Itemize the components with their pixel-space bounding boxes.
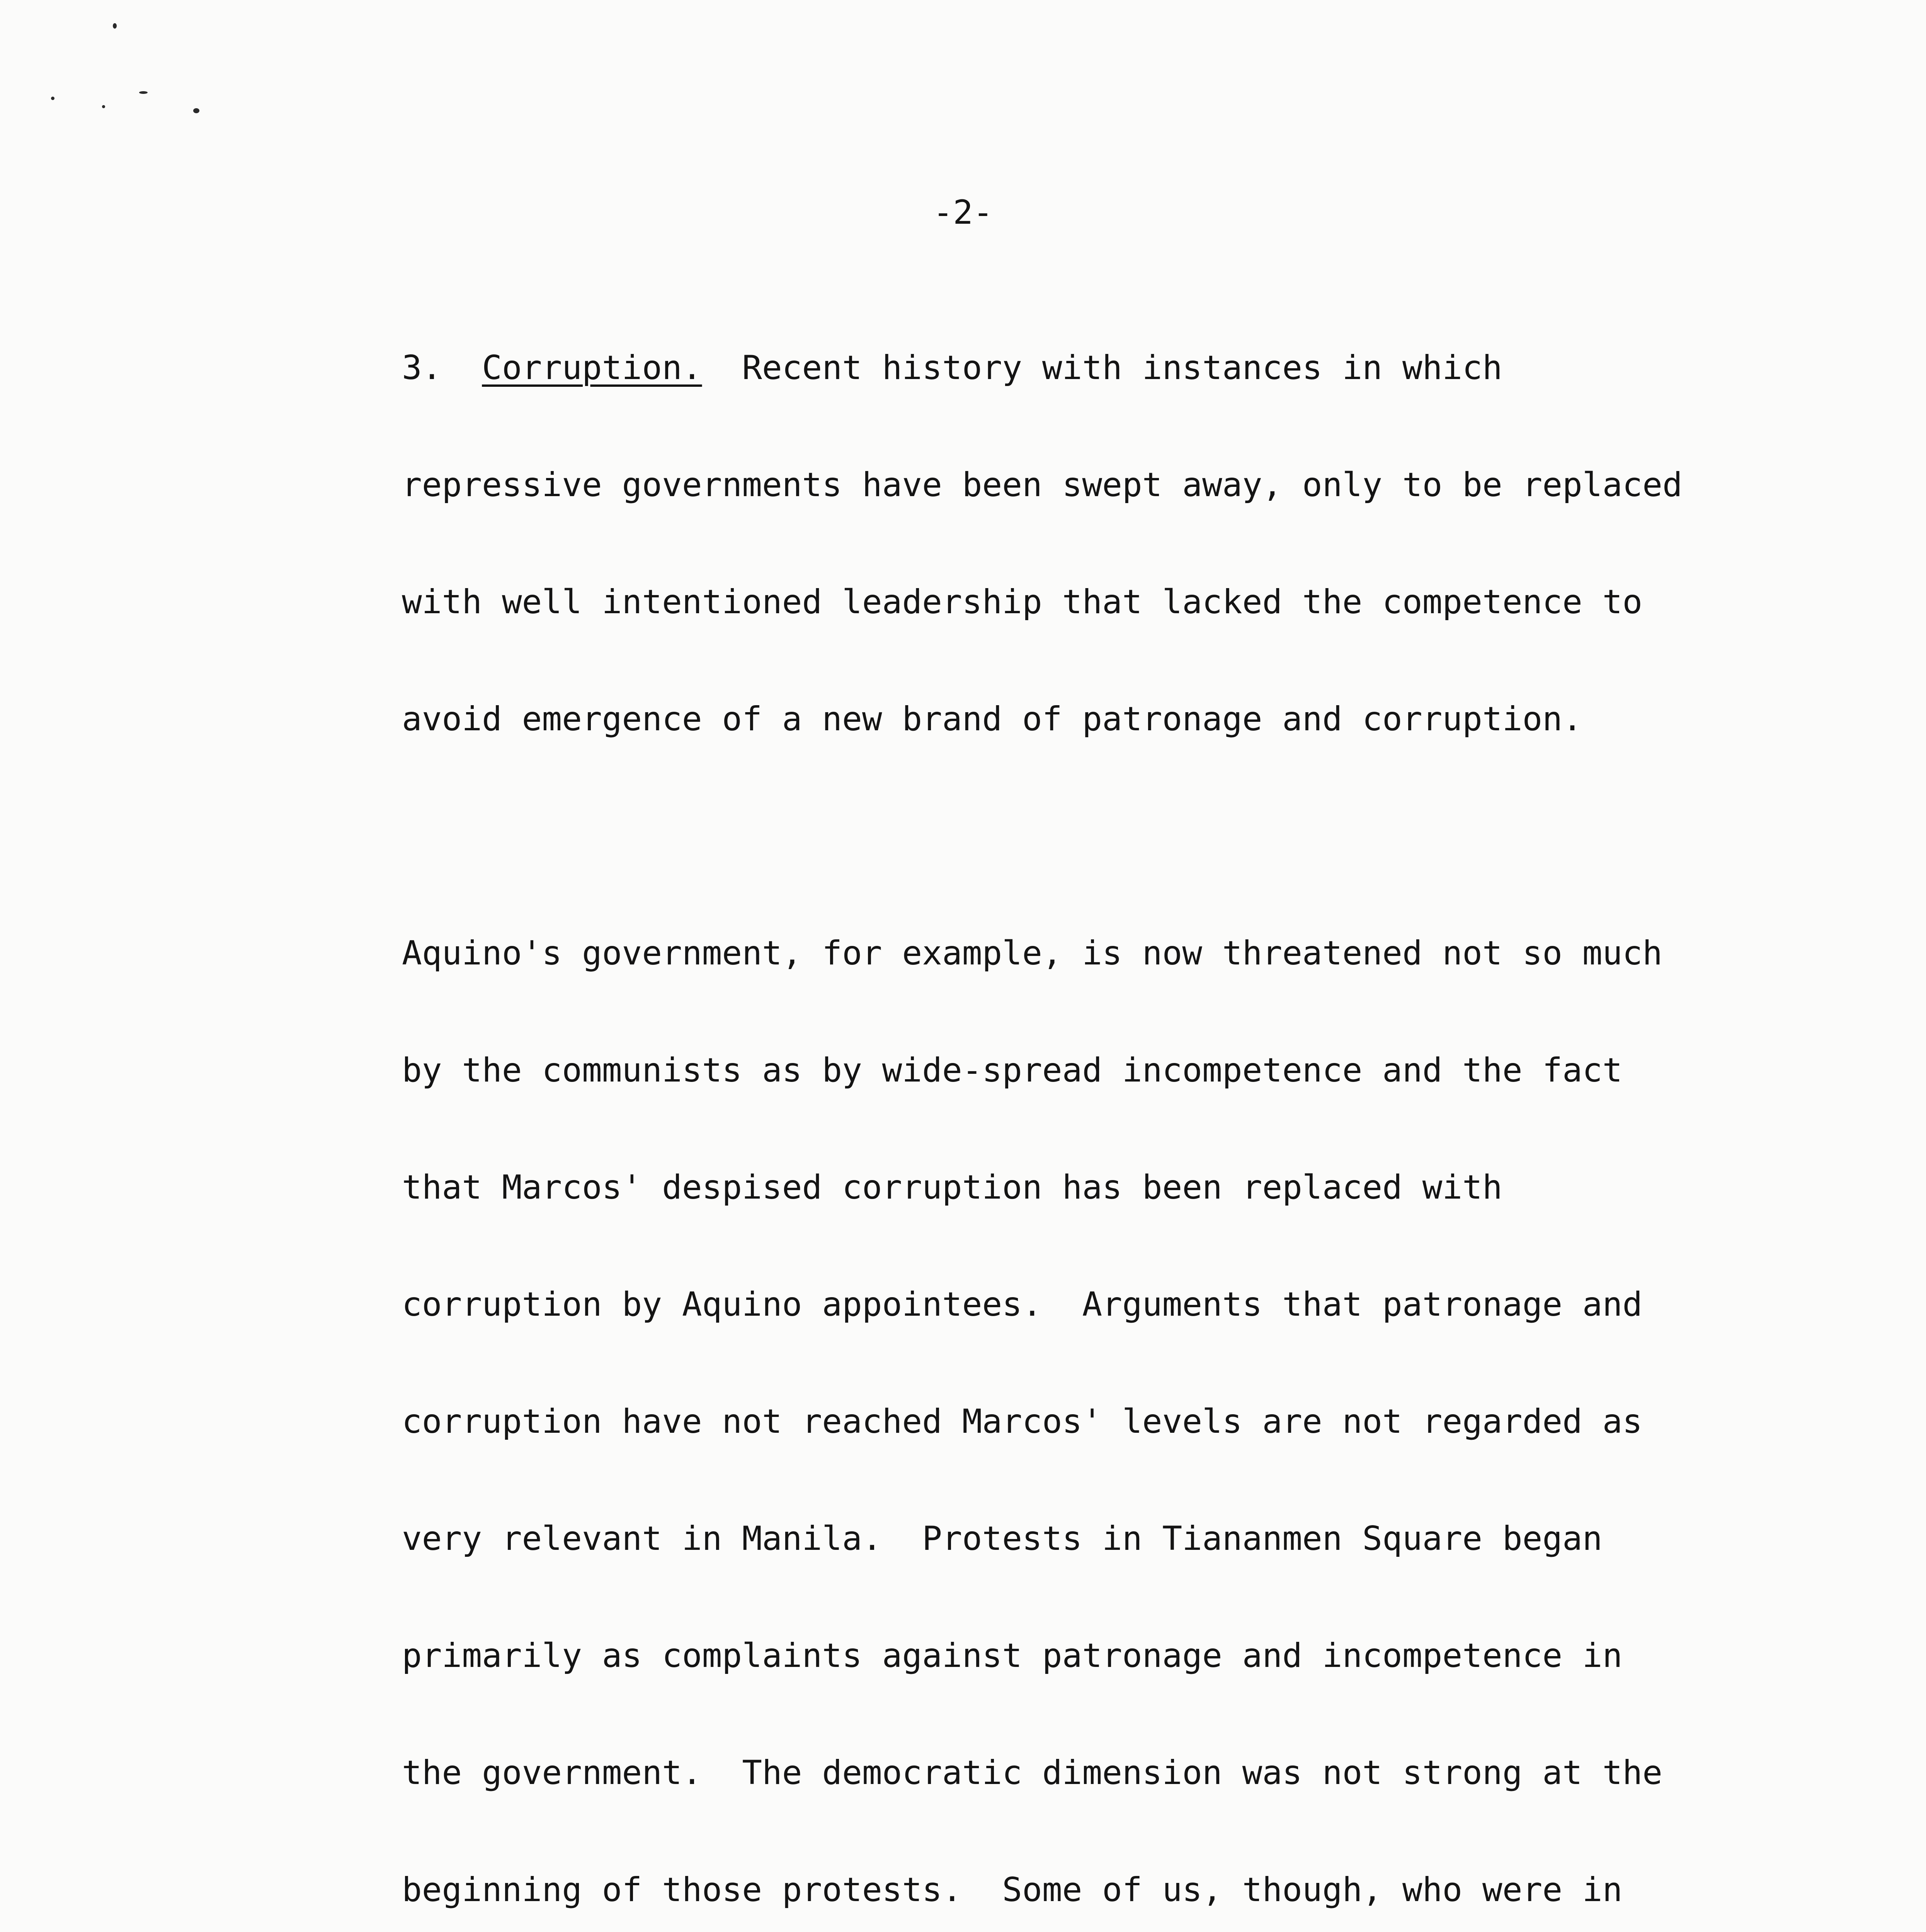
text-line-content: Recent history with instances in which [702, 349, 1502, 387]
scan-speck [102, 105, 105, 108]
section-corruption-intro [402, 270, 1747, 817]
text-line: corruption by Aquino appointees. Arguments that patronage and [402, 1285, 1643, 1324]
text-line: by the communists as by wide-spread incompetence and the fact [402, 1051, 1623, 1090]
text-line: beginning of those protests. Some of us, though, who were in [402, 1871, 1623, 1909]
scan-speck [113, 23, 117, 29]
scan-speck [51, 97, 54, 100]
text-line: avoid emergence of a new brand of patronage and corruption. [402, 700, 1582, 738]
scan-speck [193, 108, 199, 113]
text-line: Aquino's government, for example, is now threatened not so much [402, 934, 1662, 973]
section-number: 3. [402, 349, 482, 387]
document-body [402, 270, 1747, 1932]
section-heading-corruption: Corruption. [482, 349, 702, 387]
text-line: that Marcos' despised corruption has been replaced with [402, 1168, 1502, 1207]
text-line: repressive governments have been swept away, only to be replaced [402, 466, 1683, 504]
text-line [402, 349, 1747, 388]
text-line: with well intentioned leadership that lacked the competence to [402, 583, 1643, 621]
text-line: primarily as complaints against patronage and incompetence in [402, 1636, 1623, 1675]
scan-speck [139, 91, 148, 94]
text-line: the government. The democratic dimension was not strong at the [402, 1753, 1662, 1792]
page-number: -2- [933, 193, 993, 232]
text-line: corruption have not reached Marcos' levels are not regarded as [402, 1402, 1643, 1441]
paragraph-aquino [402, 856, 1747, 1932]
text-line: very relevant in Manila. Protests in Tiananmen Square began [402, 1519, 1603, 1558]
